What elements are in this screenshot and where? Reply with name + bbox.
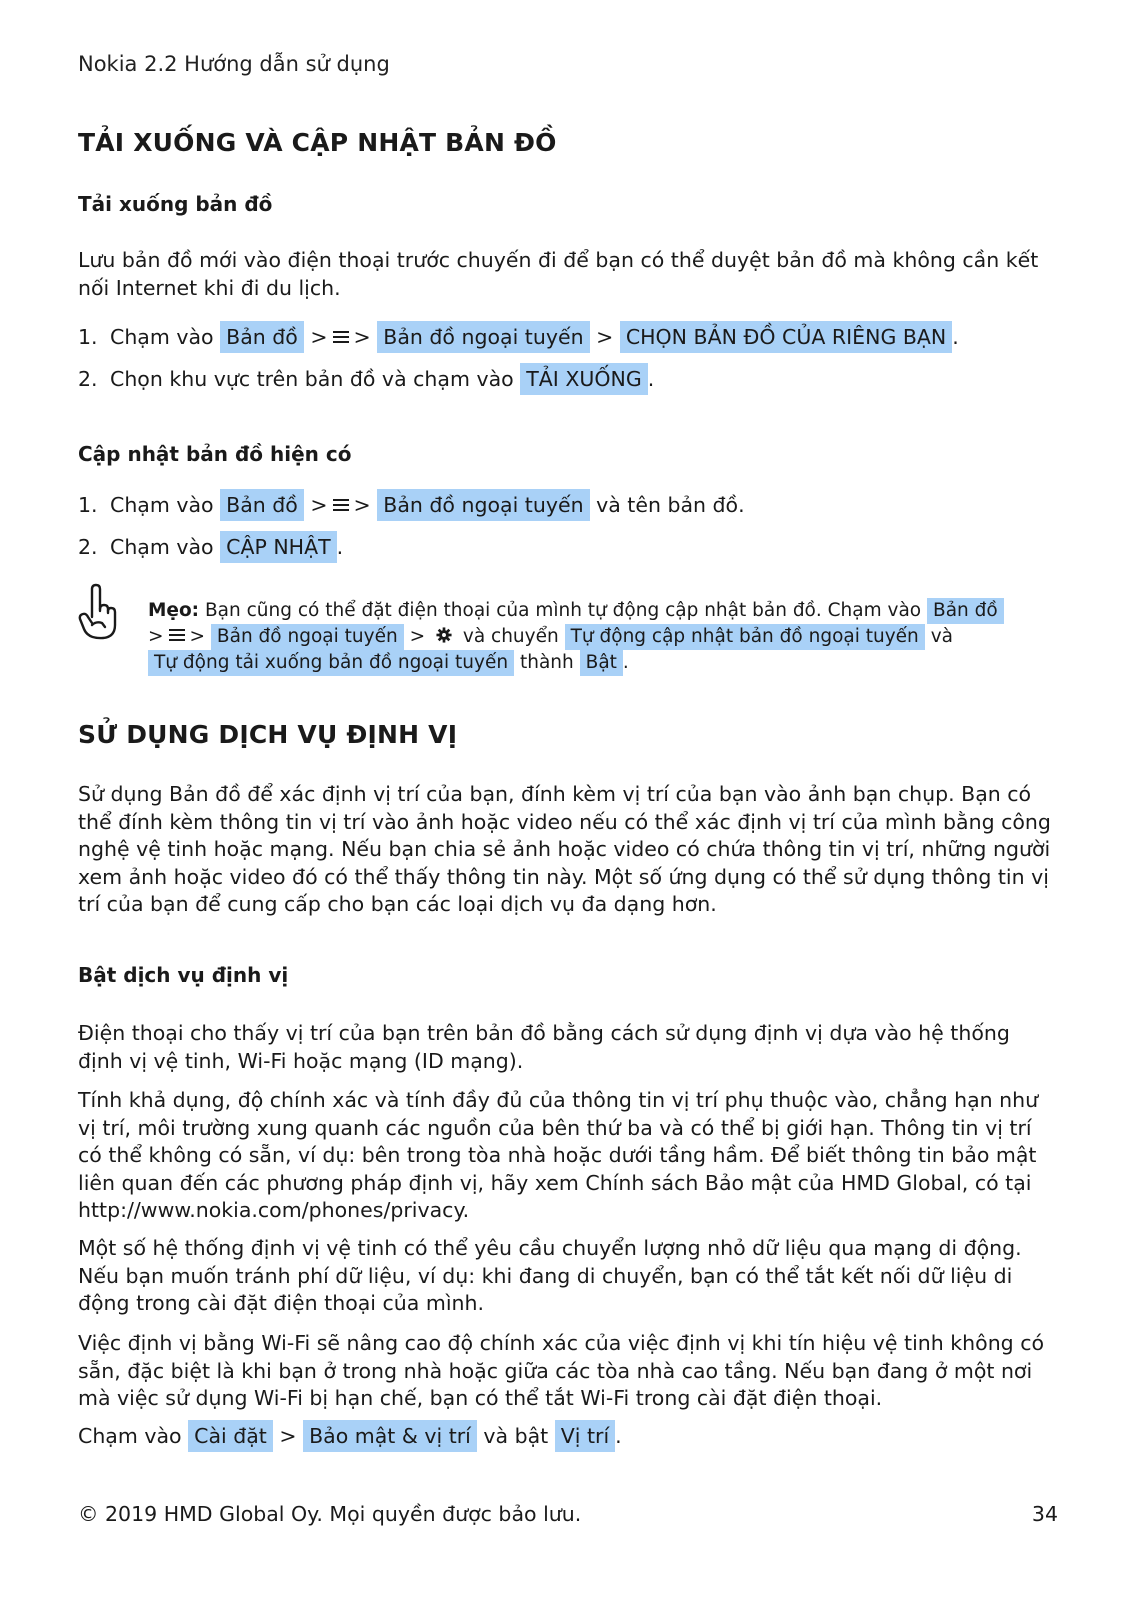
page-number: 34 xyxy=(1031,1502,1058,1526)
maps-link[interactable]: Bản đồ xyxy=(220,489,304,521)
offline-maps-link[interactable]: Bản đồ ngoại tuyến xyxy=(377,321,589,353)
instruction-text: và bật xyxy=(483,1424,549,1448)
update-button[interactable]: CẬP NHẬT xyxy=(220,531,337,563)
step-text: Chọn khu vực trên bản đồ và chạm vào xyxy=(110,367,514,391)
maps-link[interactable]: Bản đồ xyxy=(927,598,1004,624)
update-step-2 xyxy=(78,529,343,565)
offline-maps-link[interactable]: Bản đồ ngoại tuyến xyxy=(211,624,404,650)
period: . xyxy=(622,652,629,673)
separator: > xyxy=(310,325,328,349)
download-intro: Lưu bản đồ mới vào điện thoại trước chuyến đi để bạn có thể duyệt bản đồ mà không cần kết nối Internet khi đi du lịch. xyxy=(78,248,1039,300)
location-toggle[interactable]: Vị trí xyxy=(555,1420,615,1452)
separator: > xyxy=(310,493,328,517)
heading-update-maps: Cập nhật bản đồ hiện có xyxy=(78,442,352,466)
location-paragraph-1: Điện thoại cho thấy vị trí của bạn trên bản đồ bằng cách sử dụng định vị dựa vào hệ thống định vị vệ tinh, Wi-Fi hoặc mạng (ID mạng). xyxy=(78,1021,1010,1073)
tip-box xyxy=(148,598,1008,676)
auto-update-offline-maps-setting[interactable]: Tự động cập nhật bản đồ ngoại tuyến xyxy=(565,624,925,650)
location-intro: Sử dụng Bản đồ để xác định vị trí của bạn, đính kèm vị trí của bạn vào ảnh bạn chụp. Bạn có thể đính kèm thông tin vị trí vào ảnh hoặc video nếu có thể xác định vị trí của mình bằng công nghệ vệ tinh hoặc mạng. Nếu bạn chia sẻ ảnh hoặc video có chứa thông tin vị trí, những người xem ảnh hoặc video đó có thể thấy thông tin này. Một số ứng dụng có thể sử dụng thông tin vị trí của bạn để cung cấp cho bạn các loại dịch vụ đa dạng hơn. xyxy=(78,782,1051,916)
instruction-text: Chạm vào xyxy=(78,1424,182,1448)
step-number: 2. xyxy=(78,367,98,391)
download-button[interactable]: TẢI XUỐNG xyxy=(520,363,648,395)
period: . xyxy=(336,535,344,559)
tip-text: thành xyxy=(519,652,574,673)
auto-download-offline-maps-setting[interactable]: Tự động tải xuống bản đồ ngoại tuyến xyxy=(148,650,514,676)
separator: > xyxy=(148,626,164,647)
location-paragraph-3: Một số hệ thống định vị vệ tinh có thể yêu cầu chuyển lượng nhỏ dữ liệu qua mạng di động. Nếu bạn muốn tránh phí dữ liệu, ví dụ: khi đang di chuyển, bạn có thể tắt kết nối dữ liệu di động trong cài đặt điện thoại của mình. xyxy=(78,1236,1022,1315)
tip-text: Bạn cũng có thể đặt điện thoại của mình tự động cập nhật bản đồ. Chạm vào xyxy=(204,600,922,621)
separator: > xyxy=(409,626,426,647)
document-header: Nokia 2.2 Hướng dẫn sử dụng xyxy=(78,52,390,76)
heading-download-maps: Tải xuống bản đồ xyxy=(78,192,273,216)
security-location-link[interactable]: Bảo mật & vị trí xyxy=(303,1420,477,1452)
download-step-1 xyxy=(78,319,959,355)
step-number: 1. xyxy=(78,493,98,517)
tip-hand-icon xyxy=(78,583,118,641)
period: . xyxy=(615,1424,622,1448)
enable-location-instruction xyxy=(78,1418,622,1454)
separator: > xyxy=(189,626,206,647)
settings-link[interactable]: Cài đặt xyxy=(188,1420,273,1452)
separator: > xyxy=(353,493,371,517)
separator: > xyxy=(279,1424,297,1448)
footer-copyright: © 2019 HMD Global Oy. Mọi quyền được bảo lưu. xyxy=(78,1502,582,1526)
location-paragraph-2: Tính khả dụng, độ chính xác và tính đầy đủ của thông tin vị trí phụ thuộc vào, chẳng hạn như vị trí, môi trường xung quanh các nguồn của bên thứ ba và có thể bị giới hạn. Thông tin vị trí có thể không có sẵn, ví dụ: bên trong tòa nhà hoặc dưới tầng hầm. Để biết thông tin bảo mật liên quan đến các phương pháp định vị, hãy xem Chính sách Bảo mật của HMD Global, có tại http://www.nokia.com/phones/privacy. xyxy=(78,1088,1039,1222)
section-title-maps: TẢI XUỐNG VÀ CẬP NHẬT BẢN ĐỒ xyxy=(78,128,557,157)
section-title-location: SỬ DỤNG DỊCH VỤ ĐỊNH VỊ xyxy=(78,720,458,749)
gear-icon[interactable] xyxy=(435,627,453,643)
separator: > xyxy=(353,325,371,349)
heading-enable-location: Bật dịch vụ định vị xyxy=(78,963,289,987)
step-text: Chạm vào xyxy=(110,325,214,349)
step-tail: và tên bản đồ. xyxy=(596,493,745,517)
menu-icon[interactable] xyxy=(332,329,350,345)
update-step-1 xyxy=(78,487,745,523)
offline-maps-link[interactable]: Bản đồ ngoại tuyến xyxy=(377,489,589,521)
menu-icon[interactable] xyxy=(168,627,186,643)
step-number: 1. xyxy=(78,325,98,349)
select-own-map-button[interactable]: CHỌN BẢN ĐỒ CỦA RIÊNG BẠN xyxy=(620,321,952,353)
separator: > xyxy=(596,325,614,349)
tip-label: Mẹo: xyxy=(148,600,200,621)
menu-icon[interactable] xyxy=(332,497,350,513)
period: . xyxy=(952,325,959,349)
step-text: Chạm vào xyxy=(110,535,214,559)
step-number: 2. xyxy=(78,535,98,559)
location-paragraph-4: Việc định vị bằng Wi-Fi sẽ nâng cao độ chính xác của việc định vị khi tín hiệu vệ tinh không có sẵn, đặc biệt là khi bạn ở trong nhà hoặc giữa các tòa nhà cao tầng. Nếu bạn đang ở một nơi mà việc sử dụng Wi-Fi bị hạn chế, bạn có thể tắt Wi-Fi trong cài đặt điện thoại. xyxy=(78,1331,1045,1410)
maps-link[interactable]: Bản đồ xyxy=(220,321,304,353)
period: . xyxy=(647,367,655,391)
download-step-2 xyxy=(78,361,654,397)
on-option[interactable]: Bật xyxy=(580,650,623,676)
tip-text: và xyxy=(930,626,953,647)
step-text: Chạm vào xyxy=(110,493,214,517)
tip-text: và chuyển xyxy=(462,626,559,647)
